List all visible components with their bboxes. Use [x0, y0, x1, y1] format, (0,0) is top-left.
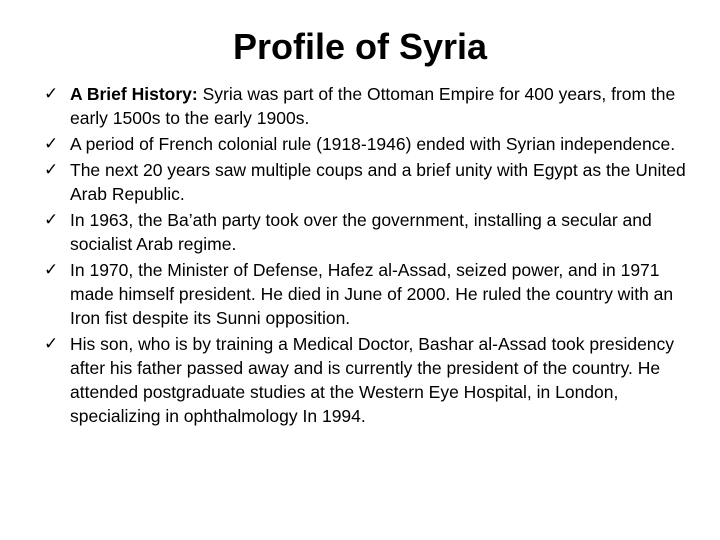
- check-icon: ✓: [44, 260, 59, 280]
- bullet-text: In 1963, the Ba’ath party took over the government, installing a secular and socialist Arab regime.: [70, 210, 652, 254]
- check-icon: ✓: [44, 210, 59, 230]
- slide-title: Profile of Syria: [232, 26, 488, 67]
- check-icon: ✓: [44, 160, 59, 180]
- bullet-text: In 1970, the Minister of Defense, Hafez al-Assad, seized power, and in 1971 made himself president. He died in June of 2000. He ruled the country with an Iron fist despite its Sunni opposition.: [70, 260, 674, 328]
- bullet-item: [42, 132, 692, 156]
- bullet-list: [42, 82, 692, 430]
- check-icon: ✓: [44, 334, 59, 354]
- bullet-text: Syria was part of the Ottoman Empire for 400 years, from the early 1500s to the early 1900s.: [70, 84, 676, 128]
- bullet-item: [42, 258, 692, 330]
- bullet-text: A period of French colonial rule (1918-1946) ended with Syrian independence.: [70, 134, 676, 154]
- bullet-text: His son, who is by training a Medical Doctor, Bashar al-Assad took presidency after his father passed away and is currently the president of the country. He attended postgraduate studies at the Western Eye Hospital, in London, specializing in ophthalmology In 1994.: [70, 334, 675, 426]
- check-icon: ✓: [44, 134, 59, 154]
- bullet-item: [42, 82, 692, 130]
- bullet-text: The next 20 years saw multiple coups and a brief unity with Egypt as the United Arab Republic.: [70, 160, 686, 204]
- bullet-item: [42, 158, 692, 206]
- bullet-item: [42, 332, 692, 428]
- bullet-lead: A Brief History:: [70, 84, 198, 104]
- bullet-item: [42, 208, 692, 256]
- check-icon: ✓: [44, 84, 59, 104]
